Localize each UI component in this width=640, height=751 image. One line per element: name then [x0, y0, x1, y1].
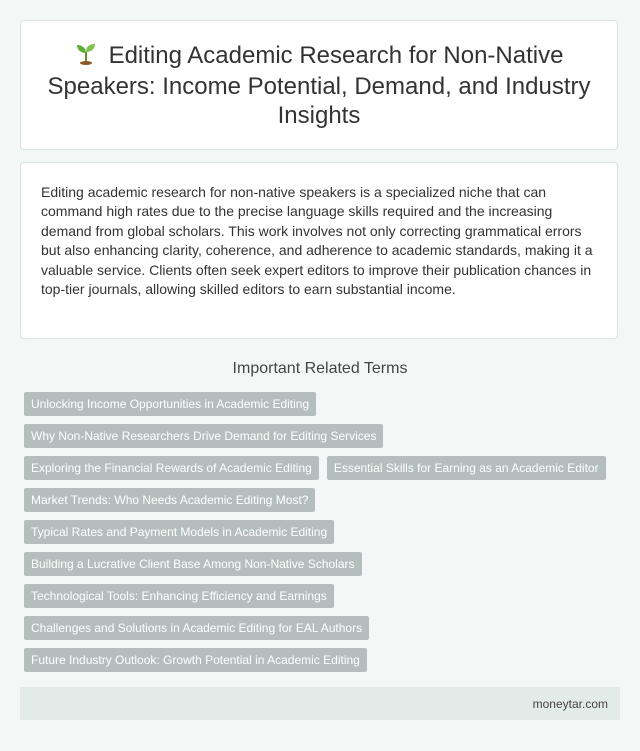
related-terms-list: [20, 392, 620, 672]
related-term-tag[interactable]: Exploring the Financial Rewards of Academic Editing: [24, 456, 319, 480]
related-term-tag[interactable]: Typical Rates and Payment Models in Academic Editing: [24, 520, 334, 544]
related-term-tag[interactable]: Market Trends: Who Needs Academic Editing Most?: [24, 488, 315, 512]
related-term-tag[interactable]: Challenges and Solutions in Academic Editing for EAL Authors: [24, 616, 369, 640]
related-term-tag[interactable]: Future Industry Outlook: Growth Potential in Academic Editing: [24, 648, 367, 672]
footer: [20, 687, 620, 720]
related-terms-heading: Important Related Terms: [232, 360, 408, 377]
page-title: [45, 41, 593, 130]
intro-paragraph: Editing academic research for non-native speakers is a specialized niche that can command high rates due to the precise language skills required and the increasing demand from global scholars. This work involves not only correcting grammatical errors but also enhancing clarity, coherence, and adherence to academic standards, making it a valuable service. Clients often seek expert editors to improve their publication chances in top-tier journals, allowing skilled editors to earn substantial income.: [41, 184, 593, 298]
intro-card: [20, 162, 618, 339]
related-term-tag[interactable]: Essential Skills for Earning as an Academic Editor: [327, 456, 606, 480]
footer-site-name[interactable]: moneytar.com: [532, 696, 608, 711]
related-term-tag[interactable]: Why Non-Native Researchers Drive Demand for Editing Services: [24, 424, 383, 448]
sprout-icon: [75, 41, 97, 72]
related-term-tag[interactable]: Building a Lucrative Client Base Among Non-Native Scholars: [24, 552, 362, 576]
related-term-tag[interactable]: Technological Tools: Enhancing Efficiency and Earnings: [24, 584, 334, 608]
related-term-tag[interactable]: Unlocking Income Opportunities in Academic Editing: [24, 392, 316, 416]
title-card: [20, 20, 618, 150]
page-title-text: Editing Academic Research for Non-Native Speakers: Income Potential, Demand, and Industry Insights: [47, 41, 591, 129]
